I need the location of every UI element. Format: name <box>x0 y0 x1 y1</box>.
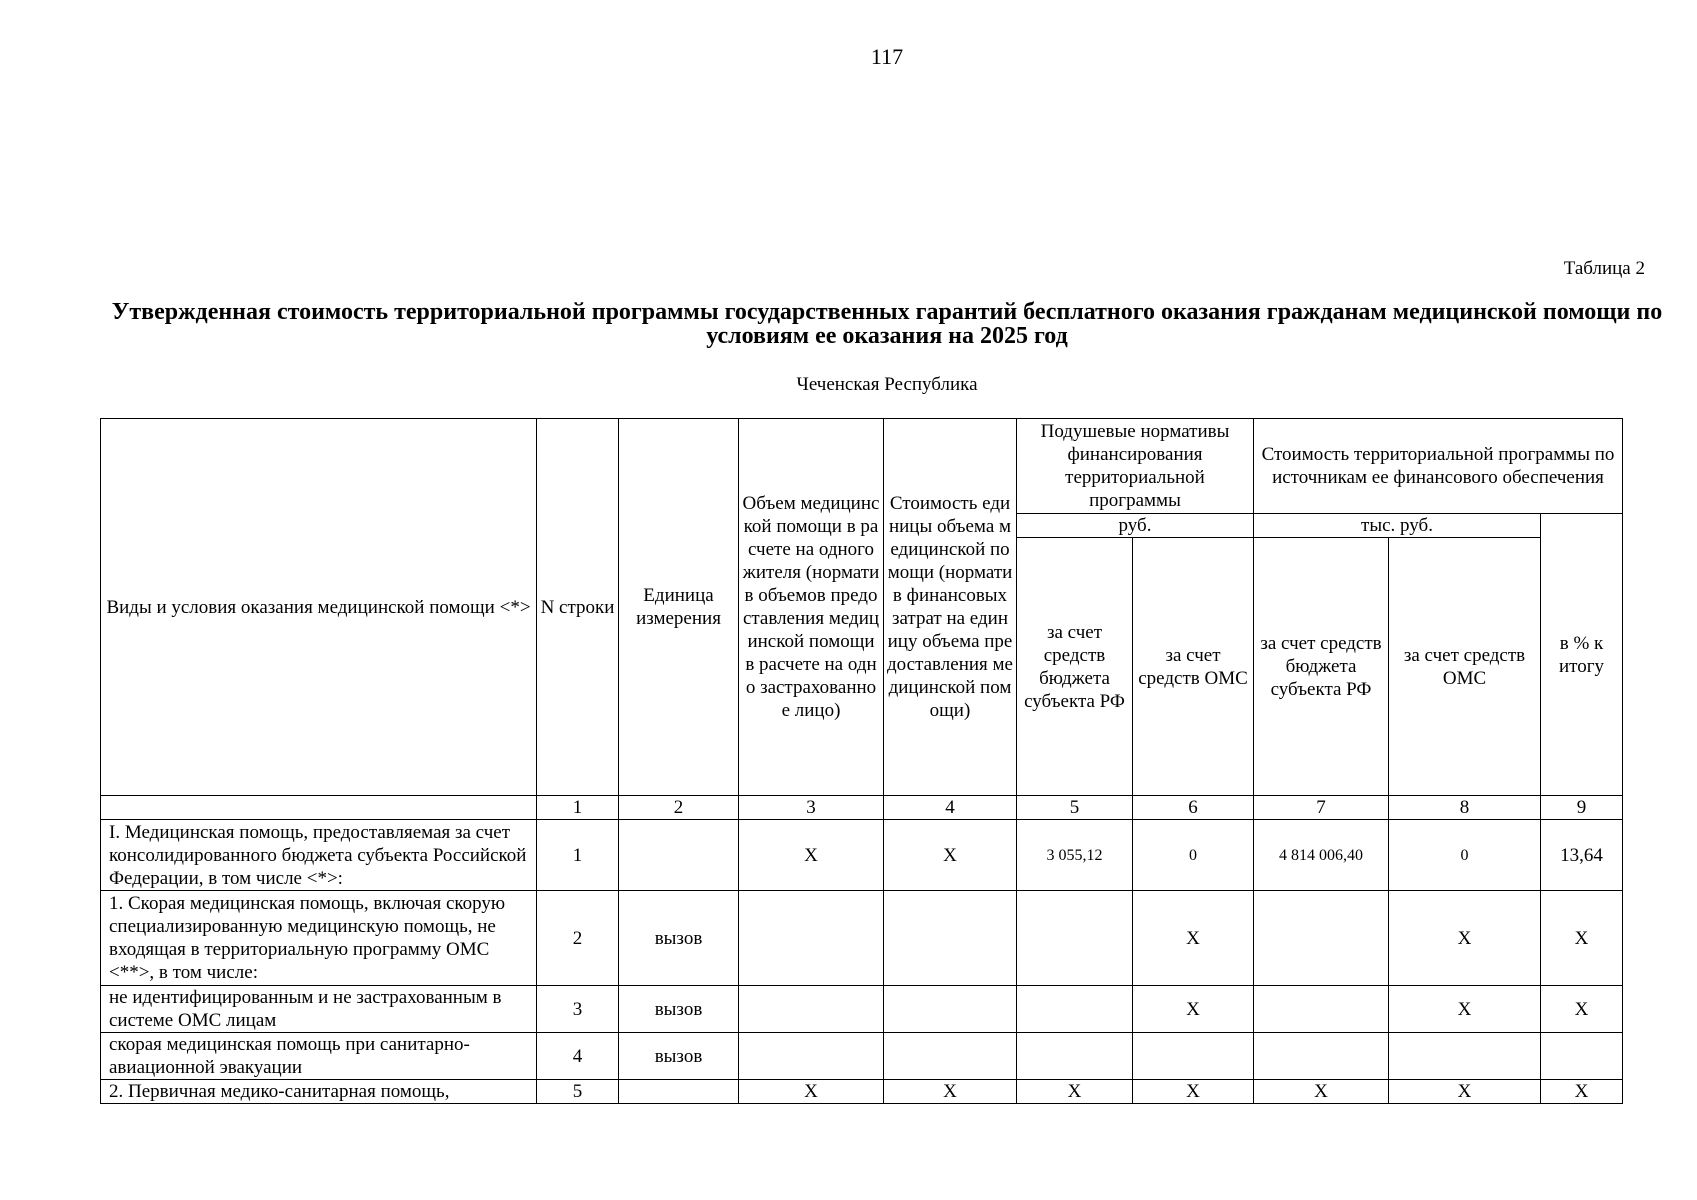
row-unit-cost: X <box>884 820 1017 891</box>
document-title: Утвержденная стоимость территориальной программы государственных гарантий бесплатного оказания гражданам медицинской помощи по условиям ее оказания на 2025 год <box>111 299 1663 349</box>
row-per-capita-budget: 3 055,12 <box>1017 820 1133 891</box>
table-row <box>101 820 1623 891</box>
region-name: Чеченская Республика <box>796 374 978 395</box>
row-per-capita-budget: X <box>1017 1080 1133 1104</box>
column-number: 1 <box>537 796 619 820</box>
header-row-number: N строки <box>537 419 619 796</box>
header-budget-thous: за счет средств бюджета субъекта РФ <box>1254 538 1389 796</box>
column-number: 8 <box>1389 796 1541 820</box>
row-unit-cost <box>884 1033 1017 1080</box>
column-number: 4 <box>884 796 1017 820</box>
row-unit <box>619 1080 739 1104</box>
row-per-capita-oms: X <box>1133 891 1254 986</box>
row-number: 1 <box>537 820 619 891</box>
row-number: 2 <box>537 891 619 986</box>
header-percent: в % к итогу <box>1541 514 1623 796</box>
table-row <box>101 1033 1623 1080</box>
row-cost-oms <box>1389 1033 1541 1080</box>
column-number: 3 <box>739 796 884 820</box>
row-cost-oms: X <box>1389 891 1541 986</box>
page-number: 117 <box>870 44 904 69</box>
column-number: 6 <box>1133 796 1254 820</box>
row-unit: вызов <box>619 891 739 986</box>
row-number: 3 <box>537 986 619 1033</box>
row-cost-budget: 4 814 006,40 <box>1254 820 1389 891</box>
header-oms-thous: за счет средств ОМС <box>1389 538 1541 796</box>
row-volume: X <box>739 820 884 891</box>
table-caption: Таблица 2 <box>1563 258 1645 279</box>
row-unit <box>619 820 739 891</box>
column-numbers-row <box>101 796 1623 820</box>
row-name: 2. Первичная медико-санитарная помощь, <box>101 1080 537 1104</box>
row-cost-budget <box>1254 986 1389 1033</box>
row-unit: вызов <box>619 1033 739 1080</box>
row-volume <box>739 986 884 1033</box>
column-number: 9 <box>1541 796 1623 820</box>
row-cost-oms: 0 <box>1389 820 1541 891</box>
header-cost-group: Стоимость территориальной программы по источникам ее финансового обеспечения <box>1254 419 1623 514</box>
row-name: скорая медицинская помощь при санитарно-авиационной эвакуации <box>101 1033 537 1080</box>
row-percent: X <box>1541 1080 1623 1104</box>
header-unit-cost: Стоимость единицы объема медицинской помощи (норматив финансовых затрат на единицу объема предоставления медицинской помощи) <box>884 419 1017 796</box>
table-row <box>101 986 1623 1033</box>
header-unit: Единица измерения <box>619 419 739 796</box>
row-name: 1. Скорая медицинская помощь, включая скорую специализированную медицинскую помощь, не входящая в территориальную программу ОМС <**>, в том числе: <box>101 891 537 986</box>
header-per-capita-group: Подушевые нормативы финансирования территориальной программы <box>1017 419 1254 514</box>
row-per-capita-oms: X <box>1133 1080 1254 1104</box>
row-unit-cost <box>884 891 1017 986</box>
row-percent <box>1541 1033 1623 1080</box>
row-cost-budget: X <box>1254 1080 1389 1104</box>
row-volume: X <box>739 1080 884 1104</box>
header-oms-rub: за счет средств ОМС <box>1133 538 1254 796</box>
row-volume <box>739 891 884 986</box>
row-name: не идентифицированным и не застрахованным в системе ОМС лицам <box>101 986 537 1033</box>
row-unit-cost: X <box>884 1080 1017 1104</box>
table-row <box>101 891 1623 986</box>
row-per-capita-oms: X <box>1133 986 1254 1033</box>
row-per-capita-oms <box>1133 1033 1254 1080</box>
row-per-capita-budget <box>1017 986 1133 1033</box>
row-cost-oms: X <box>1389 986 1541 1033</box>
row-volume <box>739 1033 884 1080</box>
row-per-capita-oms: 0 <box>1133 820 1254 891</box>
header-types: Виды и условия оказания медицинской помощи <*> <box>101 419 537 796</box>
row-per-capita-budget <box>1017 1033 1133 1080</box>
row-per-capita-budget <box>1017 891 1133 986</box>
header-volume: Объем медицинской помощи в расчете на одного жителя (норматив объемов предоставления медицинской помощи в расчете на одно застрахованное лицо) <box>739 419 884 796</box>
header-budget-rub: за счет средств бюджета субъекта РФ <box>1017 538 1133 796</box>
cost-table <box>100 418 1623 1104</box>
row-unit: вызов <box>619 986 739 1033</box>
column-number: 2 <box>619 796 739 820</box>
row-cost-budget <box>1254 891 1389 986</box>
row-percent: 13,64 <box>1541 820 1623 891</box>
row-percent: X <box>1541 986 1623 1033</box>
table-row <box>101 1080 1623 1104</box>
row-number: 5 <box>537 1080 619 1104</box>
header-cost-unit: тыс. руб. <box>1254 514 1541 538</box>
row-cost-oms: X <box>1389 1080 1541 1104</box>
row-cost-budget <box>1254 1033 1389 1080</box>
column-number: 5 <box>1017 796 1133 820</box>
row-name: I. Медицинская помощь, предоставляемая за счет консолидированного бюджета субъекта Российской Федерации, в том числе <*>: <box>101 820 537 891</box>
row-percent: X <box>1541 891 1623 986</box>
column-number: 7 <box>1254 796 1389 820</box>
column-number-blank <box>101 796 537 820</box>
row-number: 4 <box>537 1033 619 1080</box>
row-unit-cost <box>884 986 1017 1033</box>
header-per-capita-unit: руб. <box>1017 514 1254 538</box>
